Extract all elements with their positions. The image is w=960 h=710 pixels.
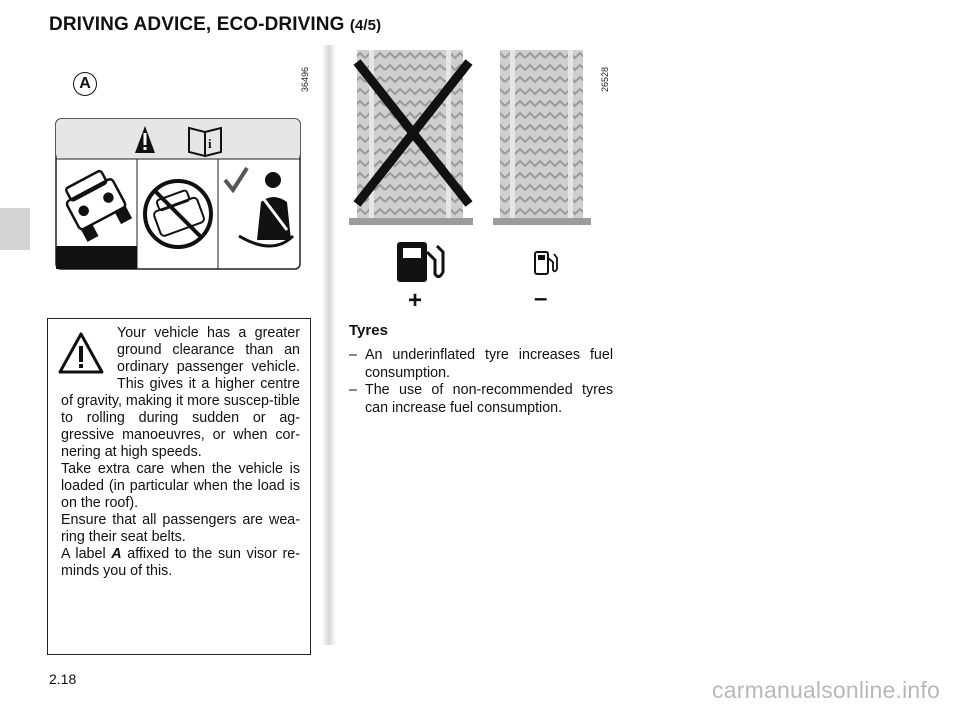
- figure-ref-code-left: 36496: [300, 66, 310, 92]
- list-dash: –: [349, 382, 357, 398]
- tyre-comparison-illustration: [345, 50, 615, 310]
- warning-label-letter: A: [111, 546, 122, 562]
- figure-ref-code-right: 26528: [600, 66, 610, 92]
- tyres-list: [349, 347, 613, 417]
- callout-label-a: A: [73, 72, 97, 96]
- warning-paragraph-label: [61, 546, 300, 580]
- correct-tyre-icon: [493, 50, 591, 225]
- tyres-heading: Tyres: [349, 322, 388, 339]
- warning-label-prefix: A label: [61, 546, 112, 562]
- list-item: [349, 347, 613, 382]
- column-divider: [322, 45, 336, 645]
- title-part: (4/5): [349, 17, 382, 34]
- warning-text: [61, 325, 300, 580]
- title-text: DRIVING ADVICE, ECO-DRIVING: [49, 14, 345, 35]
- warning-label-suffix: affixed to the sun visor re-minds you of this.: [61, 546, 300, 579]
- fuel-pump-large-icon: [397, 242, 443, 282]
- warning-paragraph: Take extra care when the vehicle is loaded (in particular when the load is on the roof).: [61, 461, 300, 511]
- warning-paragraph: Ensure that all passengers are wea-ring their seat belts.: [61, 512, 300, 545]
- list-item-text: An underinflated tyre increases fuel consumption.: [365, 347, 613, 381]
- list-item-text: The use of non-recommended tyres can increase fuel consumption.: [365, 382, 613, 416]
- underinflated-tyre-icon: [349, 50, 473, 225]
- list-dash: –: [349, 347, 357, 363]
- warning-paragraph: Your vehicle has a greater ground clearance than an ordinary passenger vehicle. This gives it a higher centre of gravity, making it more suscep-tible to rolling during sudden or ag-gressive manoeuvres, or when cor-nering at high speeds.: [61, 325, 300, 460]
- list-item: [349, 382, 613, 417]
- watermark: carmanualsonline.info: [712, 677, 940, 703]
- section-tab: [0, 208, 30, 250]
- page-number: 2.18: [49, 671, 77, 687]
- warning-box: [47, 318, 311, 655]
- more-consumption-sign: +: [408, 287, 423, 310]
- page-title: [49, 14, 381, 36]
- warning-sticker-illustration: [55, 118, 301, 270]
- less-consumption-sign: –: [534, 285, 548, 310]
- fuel-pump-small-icon: [535, 252, 557, 274]
- svg-text:i: i: [208, 136, 212, 151]
